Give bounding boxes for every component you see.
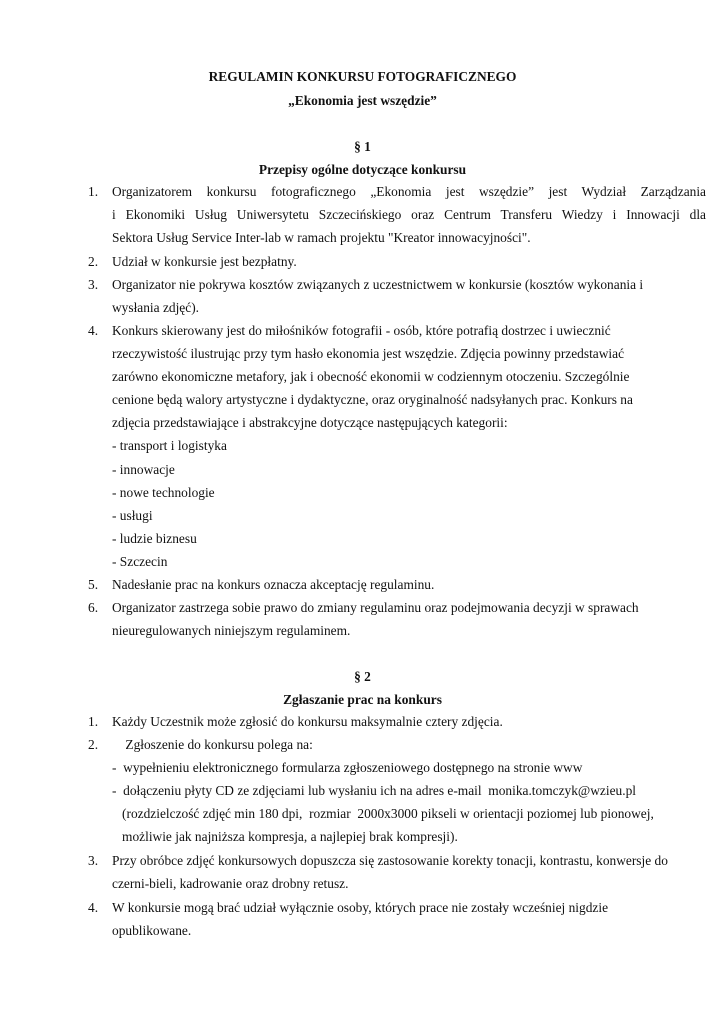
item-number: 3. xyxy=(88,853,99,868)
item-line: Zgłoszenie do konkursu polega na: xyxy=(112,737,313,752)
section-2-heading: Zgłaszanie prac na konkurs xyxy=(283,692,442,707)
section-2-mark: § 2 xyxy=(354,669,371,684)
category-item: - Szczecin xyxy=(112,553,168,569)
item-line: czerni-bieli, kadrowanie oraz drobny retusz. xyxy=(112,876,349,892)
category-item: - ludzie biznesu xyxy=(112,530,197,546)
item-line: opublikowane. xyxy=(112,923,192,939)
section-1-mark: § 1 xyxy=(354,139,371,154)
item-number: 4. xyxy=(88,323,99,338)
item-line: (rozdzielczość zdjęć min 180 dpi, rozmiar 2000x3000 pikseli w orientacji poziomej lub pionowej, xyxy=(112,806,654,822)
category-item: - transport i logistyka xyxy=(112,438,227,454)
item-line: rzeczywistość ilustrując przy tym hasło ekonomia jest wszędzie. Zdjęcia powinny przedstawiać xyxy=(112,346,625,362)
document-subtitle: „Ekonomia jest wszędzie” xyxy=(288,93,437,108)
item-line: Sektora Usług Service Inter-lab w ramach projektu "Kreator innowacyjności". xyxy=(112,230,531,246)
item-line: nieuregulowanych niniejszym regulaminem. xyxy=(112,623,351,639)
item-line: Organizator nie pokrywa kosztów związanych z uczestnictwem w konkursie (kosztów wykonania i xyxy=(112,277,644,292)
item-line: zarówno ekonomiczne metafory, jak i obecność ekonomii w codziennym otoczeniu. Szczególnie xyxy=(112,369,630,385)
document-title: REGULAMIN KONKURSU FOTOGRAFICZNEGO xyxy=(208,69,517,84)
category-item: - nowe technologie xyxy=(112,484,215,500)
item-line: cenione będą walory artystyczne i dydaktyczne, oraz oryginalność nadsyłanych prac. Konkurs na xyxy=(112,392,633,408)
item-number: 5. xyxy=(88,577,99,592)
item-line: Organizator zastrzega sobie prawo do zmiany regulaminu oraz podejmowania decyzji w sprawach xyxy=(112,600,639,615)
item-number: 6. xyxy=(88,600,99,615)
category-item: - usługi xyxy=(112,507,153,523)
item-line: zdjęcia przedstawiające i abstrakcyjne dotyczące następujących kategorii: xyxy=(112,415,508,431)
item-line: Nadesłanie prac na konkurs oznacza akceptację regulaminu. xyxy=(112,577,435,592)
item-line: Przy obróbce zdjęć konkursowych dopuszcza się zastosowanie korekty tonacji, kontrastu, konwersje do xyxy=(112,853,668,868)
item-number: 3. xyxy=(88,277,99,292)
category-item: - innowacje xyxy=(112,461,175,477)
item-line: możliwie jak najniższa kompresja, a najlepiej brak kompresji). xyxy=(112,829,458,845)
item-line: W konkursie mogą brać udział wyłącznie osoby, których prace nie zostały wcześniej nigdzie xyxy=(112,900,609,915)
item-line: Konkurs skierowany jest do miłośników fotografii - osób, które potrafią dostrzec i uwiecznić xyxy=(112,323,611,338)
item-line: Każdy Uczestnik może zgłosić do konkursu maksymalnie cztery zdjęcia. xyxy=(112,714,503,729)
section-1-heading: Przepisy ogólne dotyczące konkursu xyxy=(258,162,467,177)
item-line: - wypełnieniu elektronicznego formularza zgłoszeniowego dostępnego na stronie www xyxy=(112,760,583,776)
item-line: i Ekonomiki Usług Uniwersytetu Szczecińskiego oraz Centrum Transferu Wiedzy i Innowacji dla xyxy=(112,207,706,223)
item-number: 4. xyxy=(88,900,99,915)
item-number: 2. xyxy=(88,737,99,752)
item-number: 2. xyxy=(88,254,99,269)
item-line: Udział w konkursie jest bezpłatny. xyxy=(112,254,297,269)
item-line: Organizatorem konkursu fotograficznego „Ekonomia jest wszędzie” jest Wydział Zarządzania xyxy=(112,184,706,199)
item-line: wysłania zdjęć). xyxy=(112,300,199,316)
item-line: - dołączeniu płyty CD ze zdjęciami lub wysłaniu ich na adres e-mail monika.tomczyk@wzieu.pl xyxy=(112,783,636,799)
item-number: 1. xyxy=(88,184,99,199)
item-number: 1. xyxy=(88,714,99,729)
